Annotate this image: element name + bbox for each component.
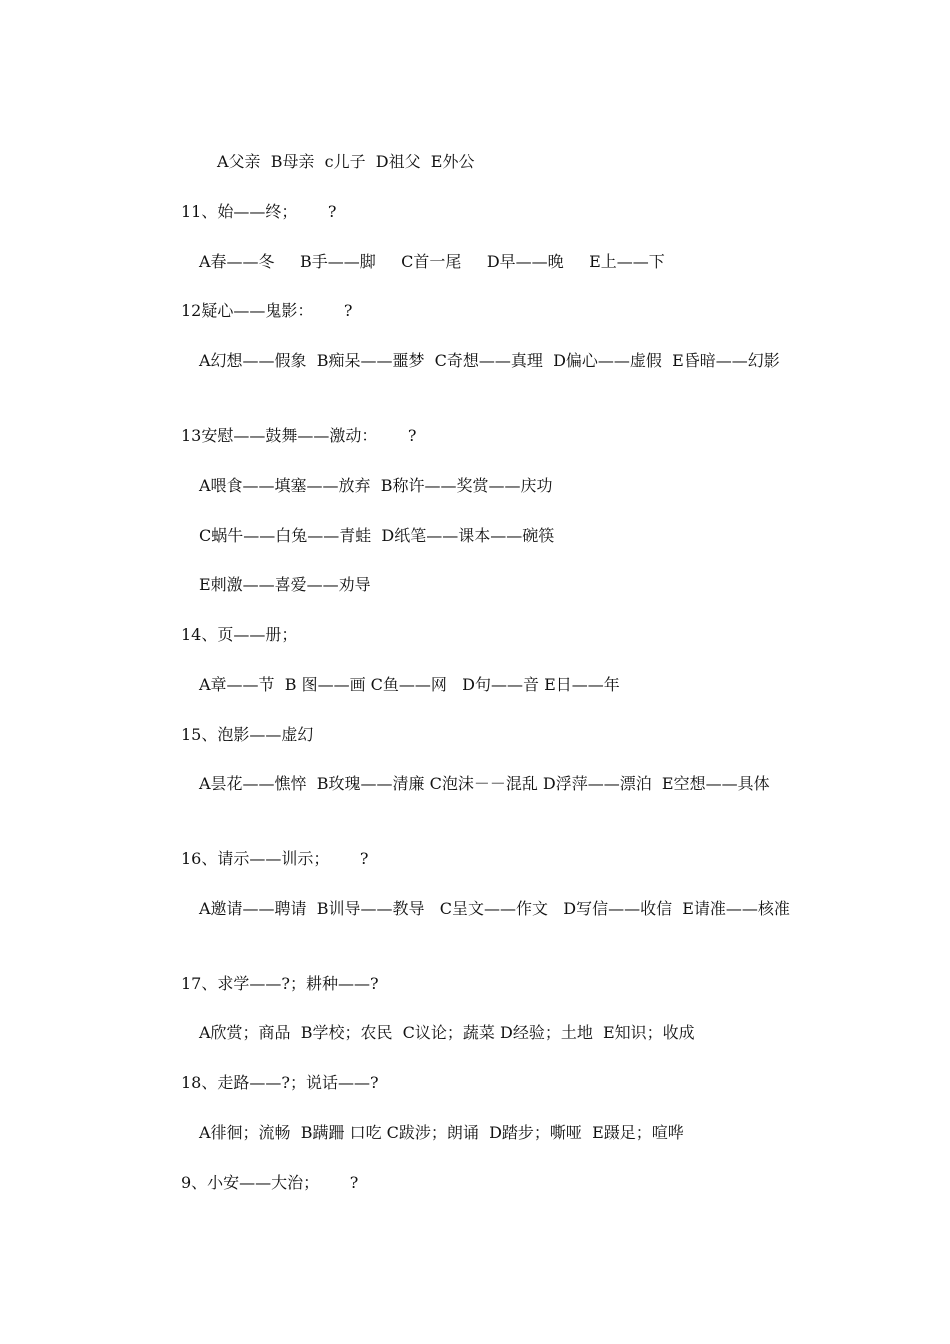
answer-options-10: A父亲 B母亲 c儿子 D祖父 E外公: [217, 152, 475, 171]
answer-options-13-ab: A喂食——填塞——放弃 B称许——奖赏——庆功: [199, 476, 553, 495]
question-14: 14、页——册；: [181, 625, 298, 644]
question-13: 13安慰——鼓舞——激动： ?: [181, 426, 417, 445]
question-9: 9、小安——大治； ?: [181, 1173, 359, 1192]
question-11: 11、始——终； ?: [181, 202, 337, 221]
answer-options-11: A春——冬 B手——脚 C首一尾 D早——晚 E上——下: [199, 252, 665, 271]
question-12: 12疑心——鬼影： ?: [181, 301, 353, 320]
question-16: 16、请示——训示； ?: [181, 849, 369, 868]
answer-options-18: A徘徊；流畅 B蹒跚 口吃 C跋涉；朗诵 D踏步；嘶哑 E蹑足；喧哗: [199, 1123, 684, 1142]
answer-options-12: A幻想——假象 B痴呆——噩梦 C奇想——真理 D偏心——虚假 E昏暗——幻影: [199, 351, 780, 370]
answer-options-15: A昙花——憔悴 B玫瑰——清廉 C泡沫－－混乱 D浮萍——漂泊 E空想——具体: [199, 774, 770, 793]
answer-options-13-e: E刺激——喜爱——劝导: [199, 575, 371, 594]
answer-options-14: A章——节 B 图——画 C鱼——网 D句——音 E日——年: [199, 675, 620, 694]
question-18: 18、走路——?；说话——?: [181, 1073, 379, 1092]
question-15: 15、泡影——虚幻: [181, 725, 314, 744]
answer-options-17: A欣赏；商品 B学校；农民 C议论；蔬菜 D经验；土地 E知识；收成: [199, 1023, 695, 1042]
answer-options-16: A邀请——聘请 B训导——教导 C呈文——作文 D写信——收信 E请准——核准: [199, 899, 790, 918]
answer-options-13-cd: C蜗牛——白兔——青蛙 D纸笔——课本——碗筷: [199, 526, 555, 545]
question-17: 17、求学——?；耕种——?: [181, 974, 379, 993]
